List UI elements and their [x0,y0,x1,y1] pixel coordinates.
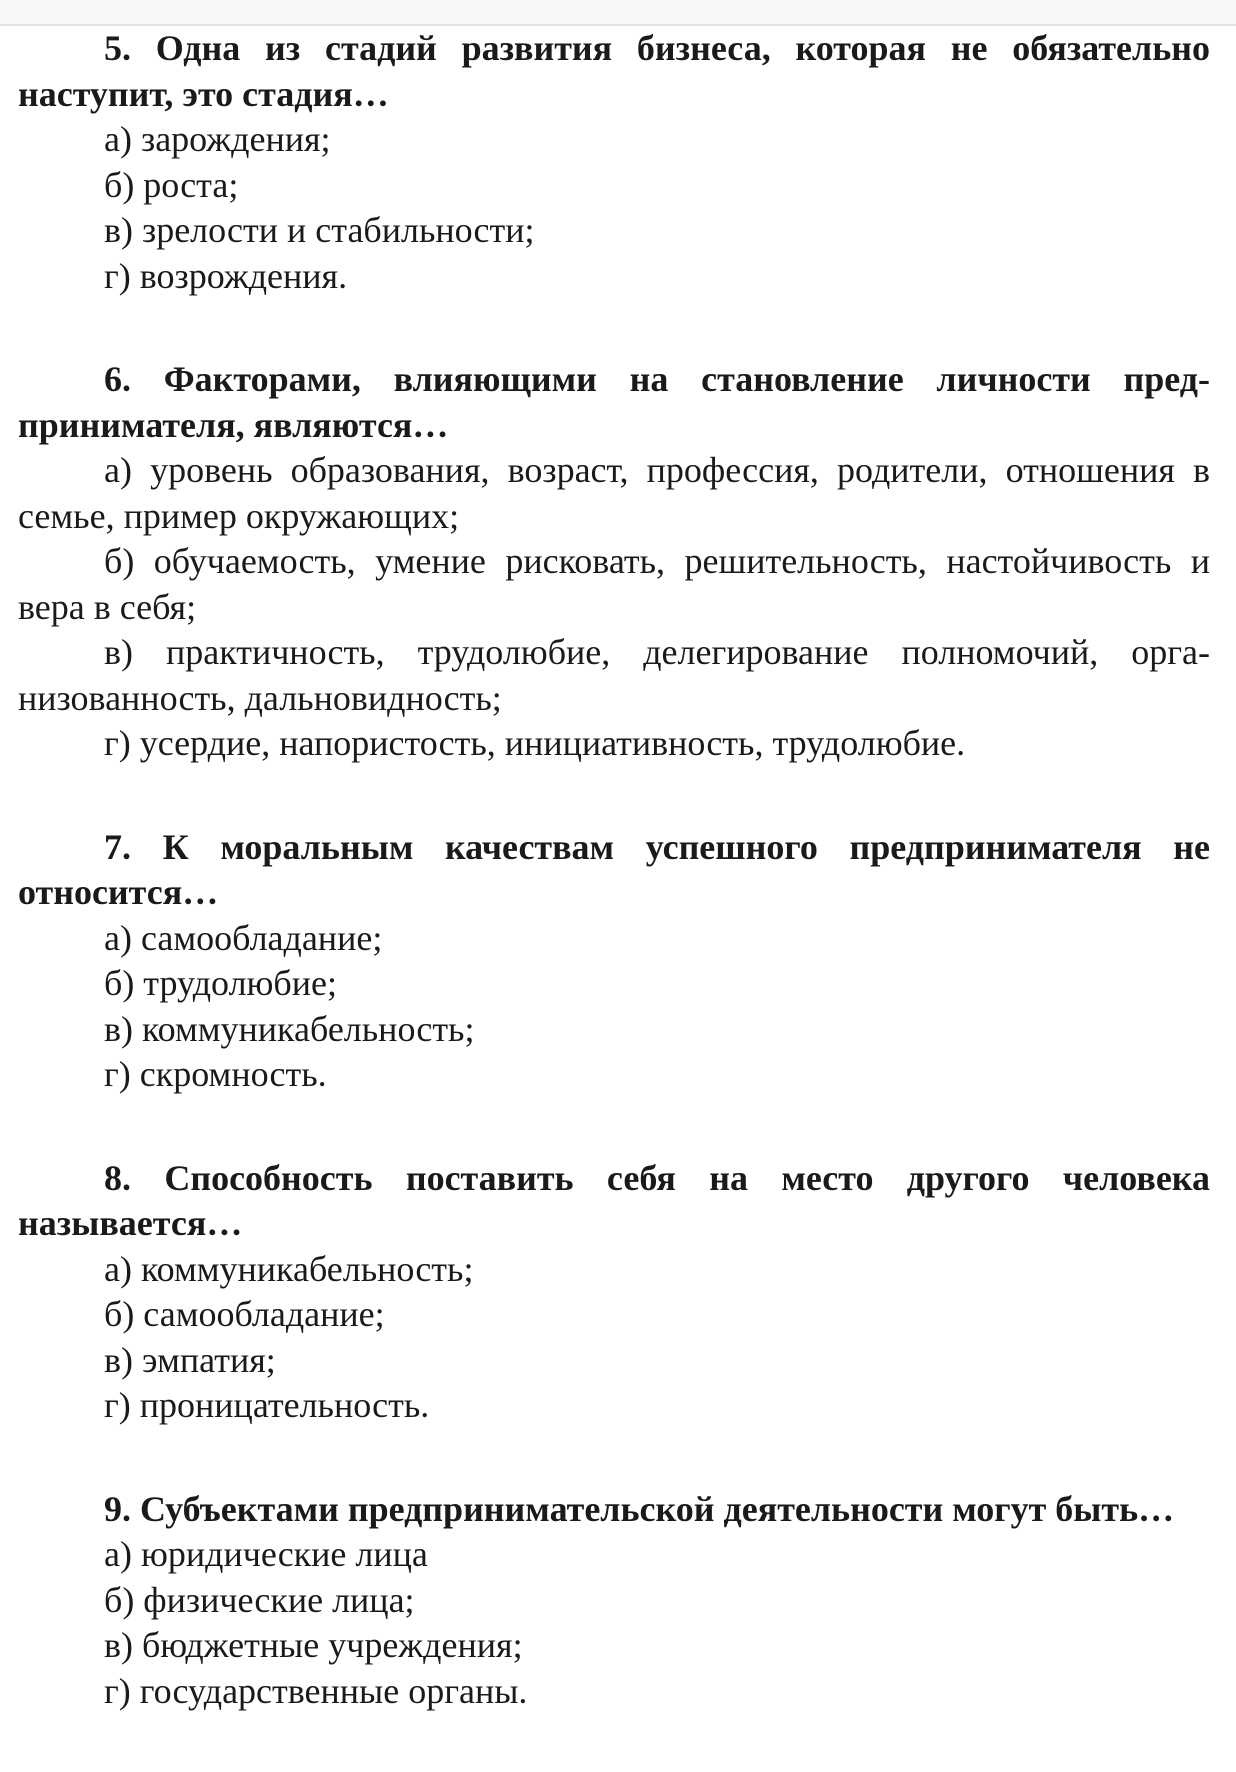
option-a: а) самообладание; [104,917,383,958]
option-d: г) государственные органы. [104,1670,528,1711]
option-b: б) роста; [104,164,239,205]
option-b: б) трудолюбие; [104,963,337,1003]
question-title: 9. Субъектами предпринимательской деятельности могут быть… [104,1488,1175,1529]
question-9 [18,1487,1210,1715]
question-7 [18,825,1210,1098]
option-d: г) усердие, напористость, инициативность, трудолюбие. [104,723,966,763]
document-page [18,26,1210,1772]
question-title: 8. Способность поставить себя на место другого человека называется… [18,1157,1210,1243]
question-8 [18,1156,1210,1429]
option-d: г) проницательность. [104,1385,430,1425]
option-c: в) практичность, трудолюбие, делегирование полномочий, организованность, дальновидность; [18,632,1210,718]
option-b: б) обучаемость, умение рисковать, решительность, настойчивость и вера в себя; [18,541,1210,627]
option-c: в) эмпатия; [104,1339,276,1380]
question-title: 5. Одна из стадий развития бизнеса, которая не обязательно наступит, это стадия… [18,28,1210,114]
option-c: в) зрелости и стабильности; [104,210,535,250]
question-5 [18,26,1210,299]
option-a: а) уровень образования, возраст, профессия, родители, отношения в семье, пример окружающих; [18,450,1210,536]
option-b: б) физические лица; [104,1579,415,1620]
question-title: 6. Факторами, влияющими на становление личности предпринимателя, являются… [18,359,1210,445]
question-title: 7. К моральным качествам успешного предпринимателя не относится… [18,826,1210,912]
top-bar [0,0,1236,26]
option-c: в) бюджетные учреждения; [104,1625,523,1665]
option-a: а) коммуникабельность; [104,1248,474,1289]
question-6 [18,357,1210,767]
option-d: г) возрождения. [104,255,348,296]
option-c: в) коммуникабельность; [104,1008,475,1049]
option-a: а) зарождения; [104,119,331,159]
option-d: г) скромность. [104,1054,327,1094]
option-a: а) юридические лица [104,1534,428,1574]
option-b: б) самообладание; [104,1294,385,1334]
